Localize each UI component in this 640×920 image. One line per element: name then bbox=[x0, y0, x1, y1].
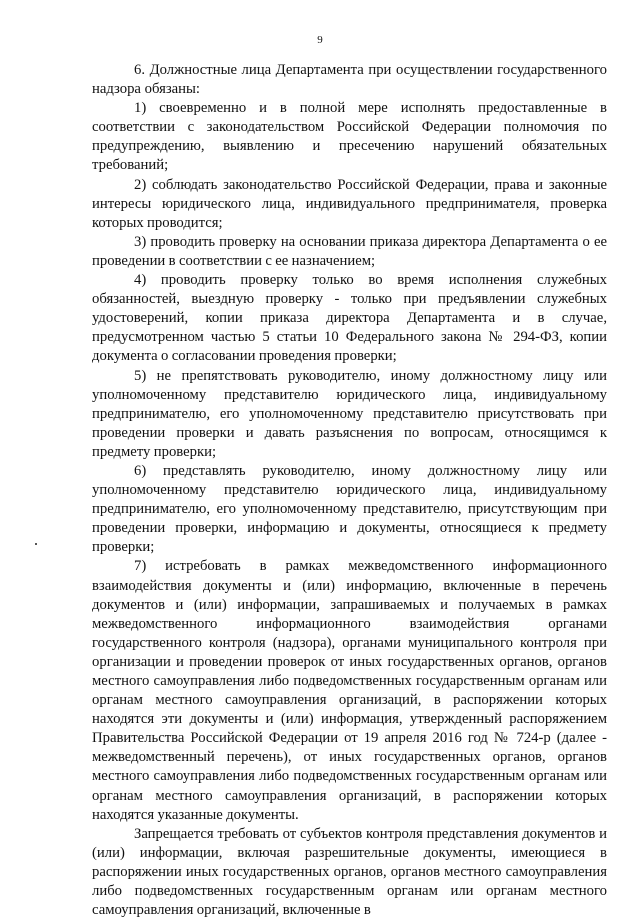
paragraph-item-3: 3) проводить проверку на основании приказа директора Департамента о ее проведении в соответствии с ее назначением; bbox=[92, 233, 607, 269]
paragraph-clause-6: 6. Должностные лица Департамента при осуществлении государственного надзора обязаны: bbox=[92, 62, 607, 98]
paragraph-prohibition: Запрещается требовать от субъектов контроля представления документов и (или) информации, включая разрешительные документы, имеющиеся в распоряжении иных государственных органов, органов местного самоуправления либо подведомственных государственным органам или органам местного самоуправления организаций, включенные в bbox=[92, 825, 607, 919]
paragraph-item-1: 1) своевременно и в полной мере исполнять предоставленные в соответствии с законодательством Российской Федерации полномочия по предупреждению, выявлению и пресечению нарушений обязательных требований; bbox=[92, 100, 607, 174]
scan-speck bbox=[35, 543, 37, 545]
paragraph-item-2: 2) соблюдать законодательство Российской Федерации, права и законные интересы юридического лица, индивидуального предпринимателя, проверка которых проводится; bbox=[92, 176, 607, 231]
paragraph-item-6: 6) представлять руководителю, иному должностному лицу или уполномоченному представителю юридического лица, индивидуальному предпринимателю, его уполномоченному представителю, присутствующим при проведении проверки, информацию и документы, относящиеся к предмету проверки; bbox=[92, 462, 607, 556]
document-body bbox=[92, 61, 607, 920]
page-number: 9 bbox=[317, 34, 323, 46]
paragraph-item-7: 7) истребовать в рамках межведомственного информационного взаимодействия документы и (или) информацию, включенные в перечень документов и (или) информации, запрашиваемых и получаемых в рамках межведомственного информационного взаимодействия органами государственного контроля (надзора), органами муниципального контроля при организации и проведении проверок от иных государственных органов, органов местного самоуправления либо подведомственных государственным органам или органам местного самоуправления организаций, в распоряжении которых находятся эти документы и (или) информация, утвержденный распоряжением Правительства Российской Федерации от 19 апреля 2016 год № 724-р (далее - межведомственный перечень), от иных государственных органов, органов местного самоуправления либо подведомственных государственным органам или органам местного самоуправления организаций, в распоряжении которых находятся указанные документы. bbox=[92, 558, 607, 823]
paragraph-item-4: 4) проводить проверку только во время исполнения служебных обязанностей, выездную проверку - только при предъявлении служебных удостоверений, копии приказа директора Департамента и в случае, предусмотренном частью 5 статьи 10 Федерального закона № 294-ФЗ, копии документа о согласовании проведения проверки; bbox=[92, 272, 607, 365]
paragraph-item-5: 5) не препятствовать руководителю, иному должностному лицу или уполномоченному представителю юридического лица, индивидуальному предпринимателю, его уполномоченному представителю присутствовать при проведении проверки и давать разъяснения по вопросам, относящимся к предмету проверки; bbox=[92, 367, 607, 460]
